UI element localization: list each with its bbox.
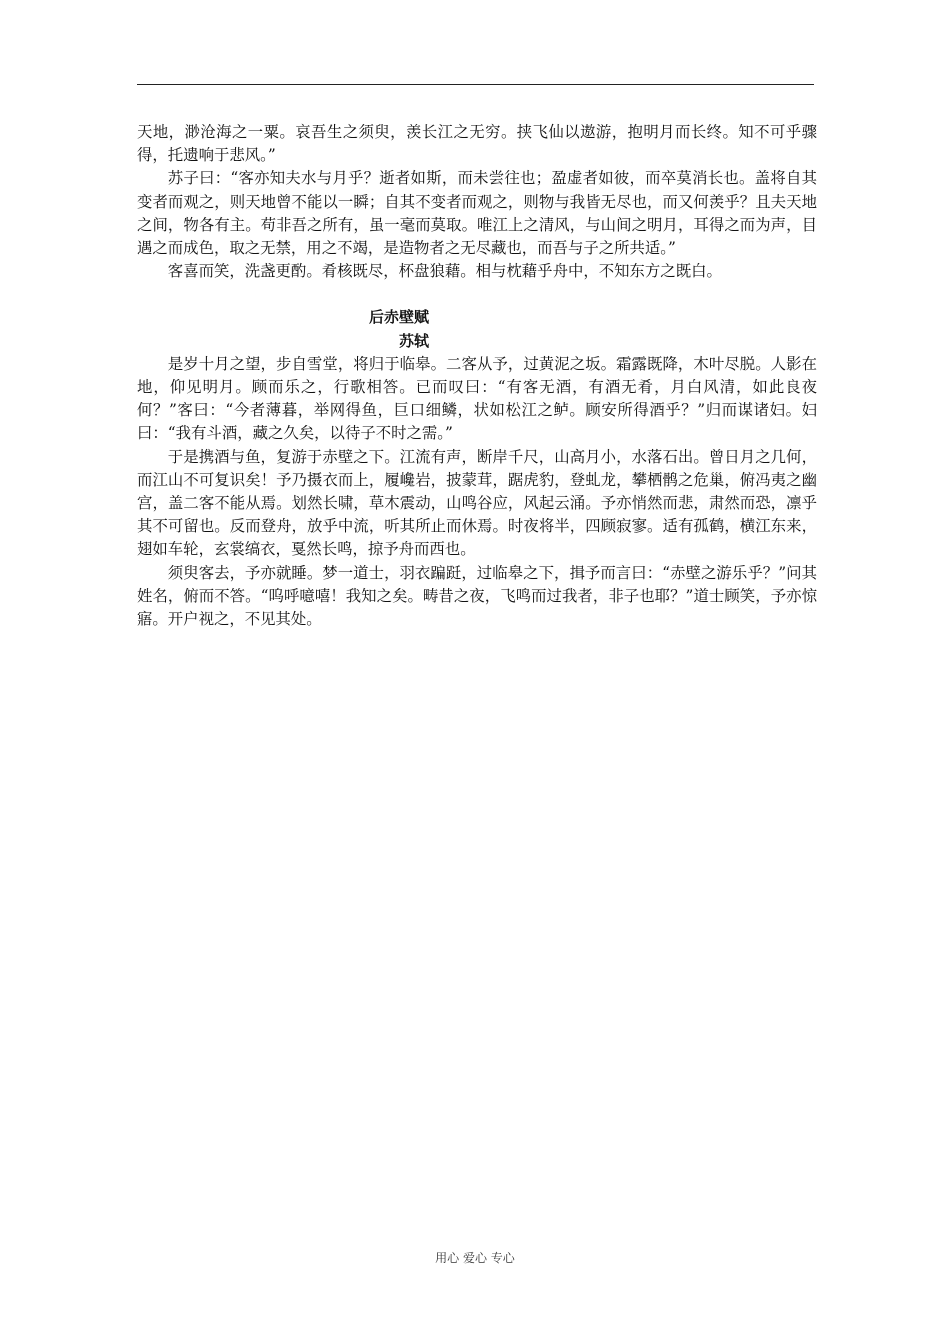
paragraph-continuation-3: 客喜而笑，洗盏更酌。肴核既尽，杯盘狼藉。相与枕藉乎舟中，不知东方之既白。 [167, 262, 722, 281]
page-footer: 用心 爱心 专心 [435, 1251, 515, 1265]
paragraph-continuation-2: 苏子曰：“客亦知夫水与月乎？逝者如斯，而未尝往也；盈虚者如彼，而卒莫消长也。盖将自其变者而观之，则天地曾不能以一瞬；自其不变者而观之，则物与我皆无尽也，而又何羡乎？且夫天地之间，物各有主。苟非吾之所有，虽一毫而莫取。唯江上之清风，与山间之明月，耳得之而为声，目遇之而成色，取之无禁，用之不竭，是造物者之无尽藏也，而吾与子之所共适。” [137, 169, 817, 258]
section-author: 苏轼 [399, 331, 430, 350]
paragraph-second-2: 于是携酒与鱼，复游于赤壁之下。江流有声，断岸千尺，山高月小，水落石出。曾日月之几何，而江山不可复识矣！予乃摄衣而上，履巉岩，披蒙茸，踞虎豹，登虬龙，攀栖鹘之危巢，俯冯夷之幽宫，盖二客不能从焉。划然长啸，草木震动，山鸣谷应，风起云涌。予亦悄然而悲，肃然而恐，凛乎其不可留也。反而登舟，放乎中流，听其所止而休焉。时夜将半，四顾寂寥。适有孤鹤，横江东来，翅如车轮，玄裳缟衣，戛然长鸣，掠予舟而西也。 [137, 447, 817, 559]
paragraph-second-1: 是岁十月之望，步自雪堂，将归于临皋。二客从予，过黄泥之坂。霜露既降，木叶尽脱。人影在地，仰见明月。顾而乐之，行歌相答。已而叹曰：“有客无酒，有酒无肴，月白风清，如此良夜何？”客曰：“今者薄暮，举网得鱼，巨口细鳞，状如松江之鲈。顾安所得酒乎？”归而谋诸妇。妇曰：“我有斗酒，藏之久矣，以待子不时之需。” [137, 354, 817, 443]
document-body [137, 121, 817, 631]
header-rule [137, 84, 814, 85]
paragraph-continuation-1: 天地，渺沧海之一粟。哀吾生之须臾，羡长江之无穷。挟飞仙以遨游，抱明月而长终。知不可乎骤得，托遗响于悲风。” [137, 123, 817, 165]
paragraph-second-3: 须臾客去，予亦就睡。梦一道士，羽衣蹁跹，过临皋之下，揖予而言曰：“赤壁之游乐乎？”问其姓名，俯而不答。“呜呼噫嘻！我知之矣。畴昔之夜，飞鸣而过我者，非子也耶？”道士顾笑，予亦惊寤。开户视之，不见其处。 [137, 563, 817, 629]
section-title: 后赤壁赋 [369, 308, 430, 327]
section-gap [137, 283, 817, 306]
